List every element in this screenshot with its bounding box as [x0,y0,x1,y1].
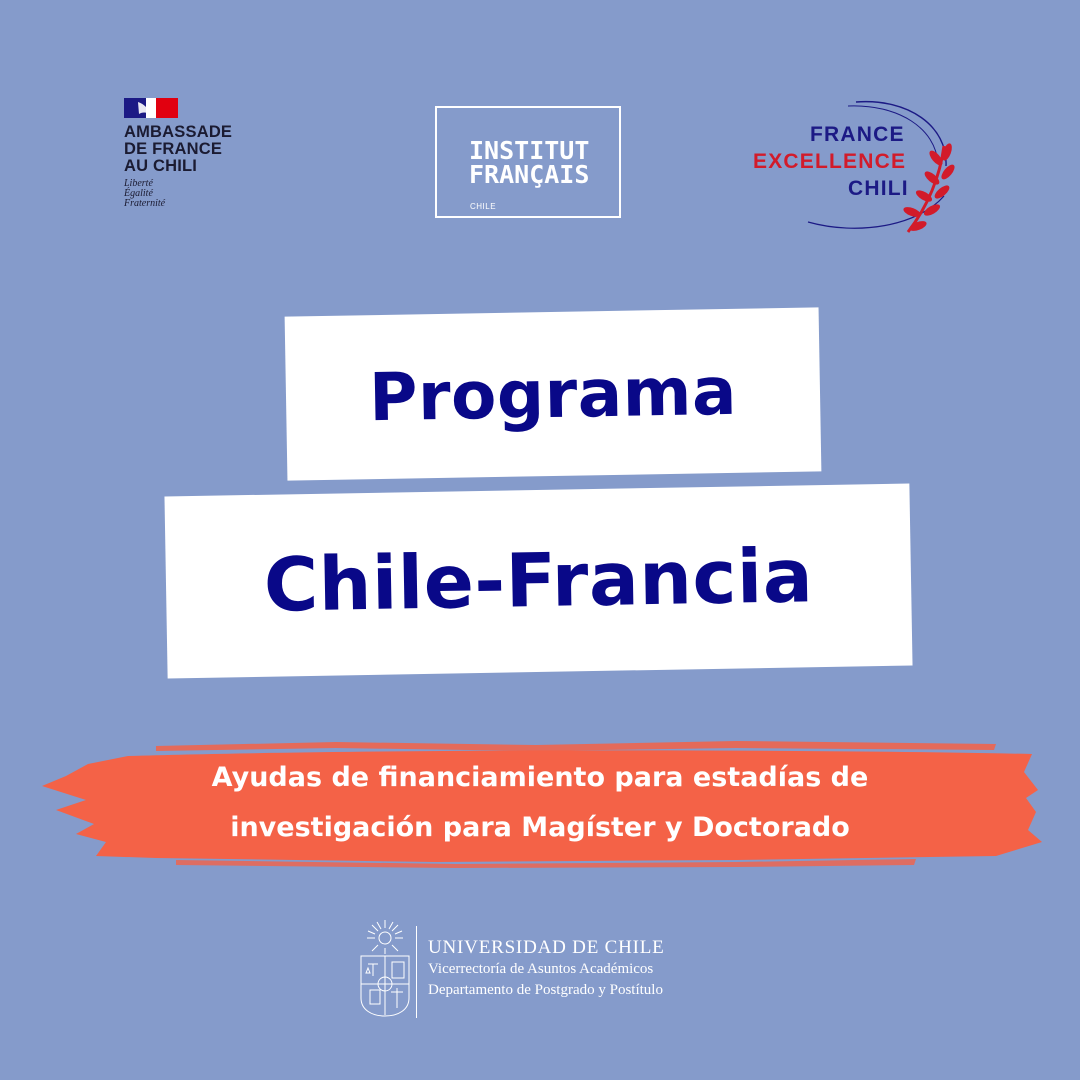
university-vicerrectoria: Vicerrectoría de Asuntos Académicos [428,961,654,977]
title-box-1 [285,307,822,480]
france-excellence-line-3: CHILI [848,177,909,200]
universidad-de-chile-logo [358,918,718,1018]
embassy-name-line-2: DE FRANCE [124,140,223,158]
institut-francais-logo [435,106,621,218]
france-excellence-logo [748,96,978,236]
embassy-logo [124,98,294,209]
embassy-name [124,124,294,175]
embassy-motto [124,179,294,209]
motto-fraternite: Fraternité [124,198,166,209]
banner-line-1: Ayudas de financiamiento para estadías de [211,762,869,793]
title-line-1: Programa [368,352,738,436]
institut-sub: CHILE [470,202,497,211]
france-excellence-line-1: FRANCE [810,123,905,146]
university-name: UNIVERSIDAD DE CHILE [428,937,665,958]
motto-liberte: Liberté [124,178,153,189]
university-divider [416,926,417,1018]
embassy-name-line-3: AU CHILI [124,157,198,175]
embassy-name-line-1: AMBASSADE [124,123,233,141]
motto-egalite: Égalité [124,188,153,199]
university-seal-icon [358,918,412,1018]
university-departamento: Departamento de Postgrado y Postítulo [428,982,663,998]
banner-line-2: investigación para Magíster y Doctorado [230,812,850,843]
marianne-flag-icon [124,98,178,118]
title-box-2 [164,484,912,679]
france-excellence-line-2: EXCELLENCE [753,150,907,173]
institut-line-1: INSTITUT [469,136,590,165]
title-line-2: Chile-Francia [263,533,814,629]
subtitle-banner [36,738,1044,868]
institut-line-2: FRANÇAIS [469,160,590,189]
